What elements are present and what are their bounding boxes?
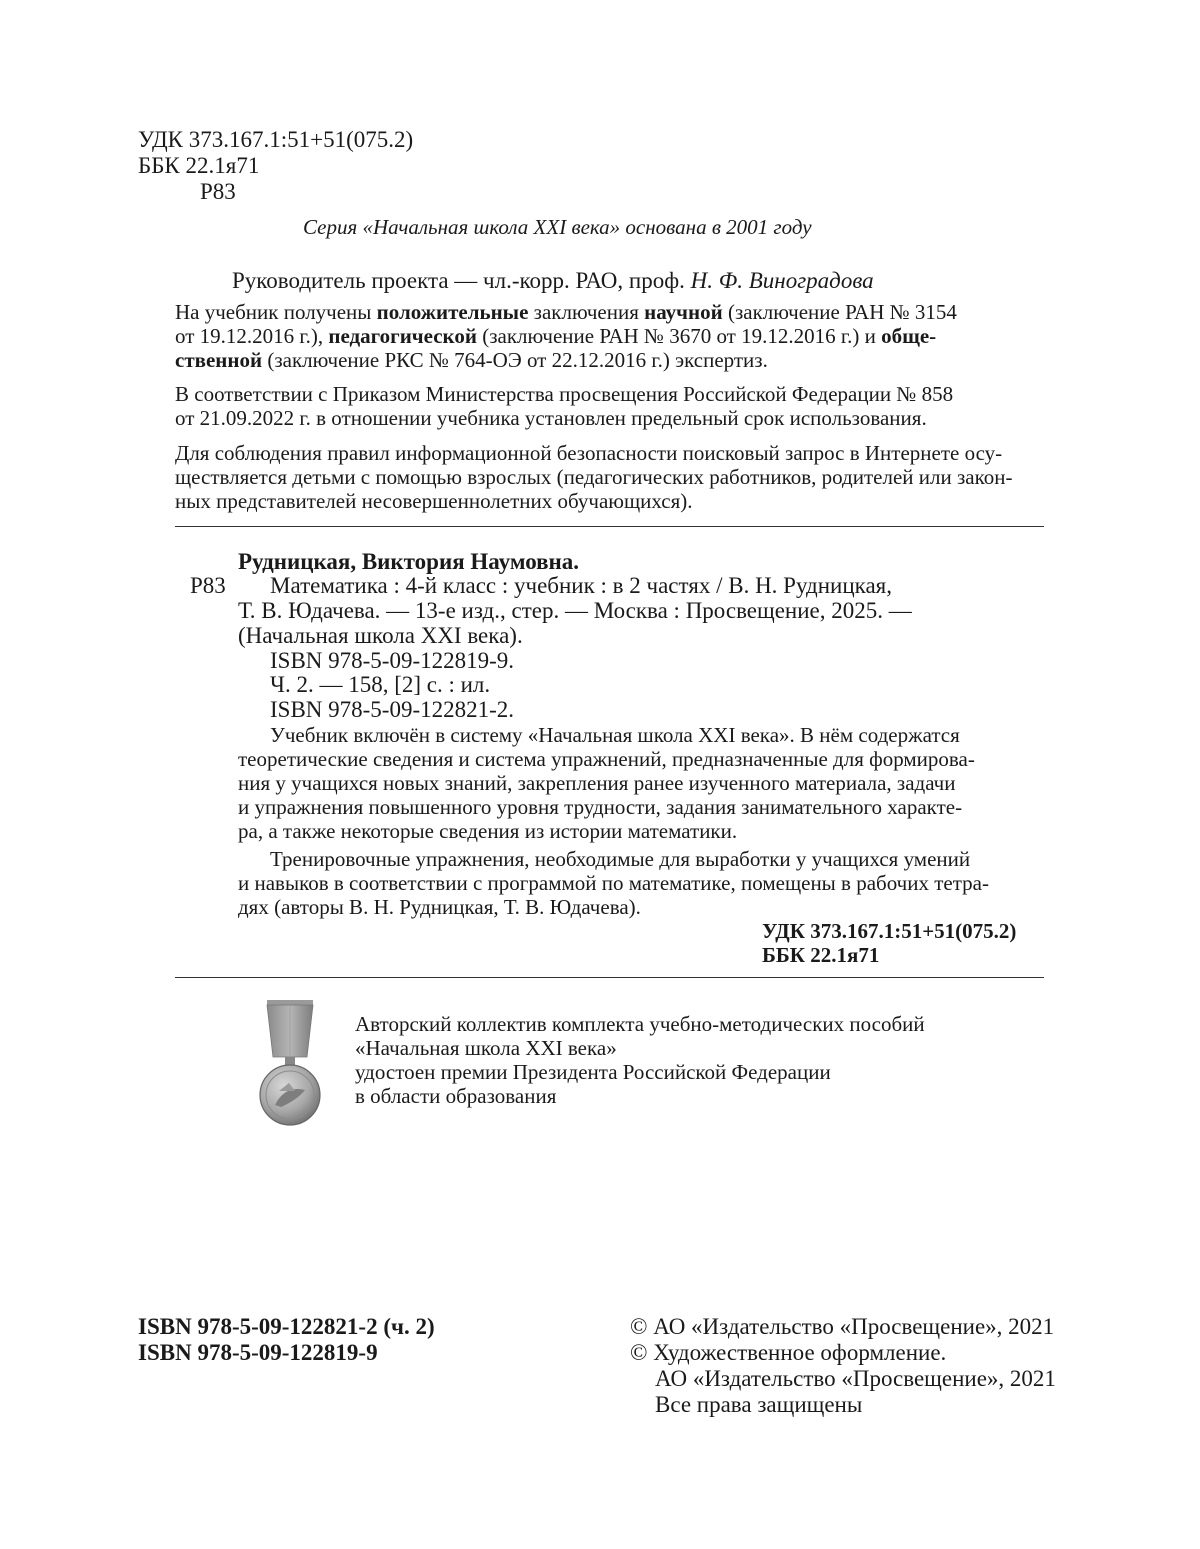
review-text: (заключение РАН № 3670 от 19.12.2016 г.) и: [476, 324, 882, 348]
review-bold: ственной: [175, 348, 263, 372]
catalog-code: Р83: [190, 573, 226, 598]
udk-code: УДК 373.167.1:51+51(075.2): [138, 127, 414, 152]
project-lead-name: Н. Ф. Виноградова: [690, 268, 874, 293]
divider-top: [175, 526, 1044, 527]
copyright-design: © Художественное оформление.: [630, 1340, 947, 1365]
catalog-isbn-set: ISBN 978-5-09-122819-9.: [270, 648, 515, 673]
order-line-2: от 21.09.2022 г. в отношении учебника установлен предельный срок использования.: [175, 406, 927, 430]
safety-line-1: Для соблюдения правил информационной безопасности поисковый запрос в Интернете осу-: [175, 441, 1003, 465]
copyright-publisher: © АО «Издательство «Просвещение», 2021: [630, 1314, 1055, 1339]
award-line-4: в области образования: [355, 1084, 557, 1108]
review-bold: педагогической: [328, 324, 477, 348]
safety-line-3: ных представителей несовершеннолетних обучающихся).: [175, 489, 693, 513]
catalog-udk: УДК 373.167.1:51+51(075.2): [762, 919, 1017, 943]
rights-reserved: Все права защищены: [655, 1392, 863, 1417]
catalog-line-3: (Начальная школа XXI века).: [238, 623, 523, 648]
order-line-1: В соответствии с Приказом Министерства просвещения Российской Федерации № 858: [175, 382, 954, 406]
copyright-design-owner: АО «Издательство «Просвещение», 2021: [655, 1366, 1056, 1391]
review-bold: положительные: [376, 300, 529, 324]
author-mark: Р83: [200, 179, 236, 204]
review-text: заключения: [528, 300, 645, 324]
catalog-part: Ч. 2. — 158, [2] с. : ил.: [270, 672, 491, 697]
catalog-isbn-part: ISBN 978-5-09-122821-2.: [270, 697, 515, 722]
review-line-3: [175, 347, 1044, 373]
review-text: (заключение РАН № 3154: [722, 300, 957, 324]
catalog-desc-2: теоретические сведения и система упражнений, предназначенные для формирова-: [238, 747, 975, 771]
footer-isbn-set: ISBN 978-5-09-122819-9: [138, 1340, 378, 1365]
review-line-1: [175, 299, 1044, 325]
award-line-3: удостоен премии Президента Российской Федерации: [355, 1060, 831, 1084]
award-line-1: Авторский коллектив комплекта учебно-методических пособий: [355, 1012, 925, 1036]
series-note: Серия «Начальная школа XXI века» основана в 2001 году: [303, 215, 812, 239]
catalog-desc-1: Учебник включён в систему «Начальная школа XXI века». В нём содержатся: [270, 723, 960, 747]
project-lead: [232, 268, 874, 294]
project-lead-prefix: Руководитель проекта — чл.-корр. РАО, проф.: [232, 268, 691, 293]
bbk-code: ББК 22.1я71: [138, 153, 260, 178]
award-line-2: «Начальная школа XXI века»: [355, 1036, 617, 1060]
catalog-line-2: Т. В. Юдачева. — 13-е изд., стер. — Москва : Просвещение, 2025. —: [238, 598, 912, 623]
catalog-exercises-1: Тренировочные упражнения, необходимые для выработки у учащихся умений: [270, 847, 971, 871]
footer-isbn-part: ISBN 978-5-09-122821-2 (ч. 2): [138, 1314, 435, 1339]
review-bold: обще-: [881, 324, 937, 348]
divider-bottom: [175, 977, 1044, 978]
catalog-line-1: Математика : 4-й класс : учебник : в 2 частях / В. Н. Рудницкая,: [270, 573, 893, 598]
review-bold: научной: [644, 300, 723, 324]
review-text: На учебник получены: [175, 300, 377, 324]
catalog-bbk: ББК 22.1я71: [762, 943, 880, 967]
review-line-2: [175, 323, 1044, 349]
catalog-desc-4: и упражнения повышенного уровня трудности, задания занимательного характе-: [238, 795, 963, 819]
review-text: от 19.12.2016 г.),: [175, 324, 329, 348]
catalog-exercises-2: и навыков в соответствии с программой по математике, помещены в рабочих тетра-: [238, 871, 989, 895]
catalog-desc-5: ра, а также некоторые сведения из истории математики.: [238, 819, 738, 843]
catalog-exercises-3: дях (авторы В. Н. Рудницкая, Т. В. Юдачева).: [238, 895, 641, 919]
medal-icon: [255, 995, 325, 1135]
review-text: (заключение РКС № 764-ОЭ от 22.12.2016 г.) экспертиз.: [262, 348, 768, 372]
catalog-desc-3: ния у учащихся новых знаний, закрепления ранее изученного материала, задачи: [238, 771, 956, 795]
catalog-author: Рудницкая, Виктория Наумовна.: [238, 549, 580, 574]
safety-line-2: ществляется детьми с помощью взрослых (педагогических работников, родителей или закон-: [175, 465, 1013, 489]
